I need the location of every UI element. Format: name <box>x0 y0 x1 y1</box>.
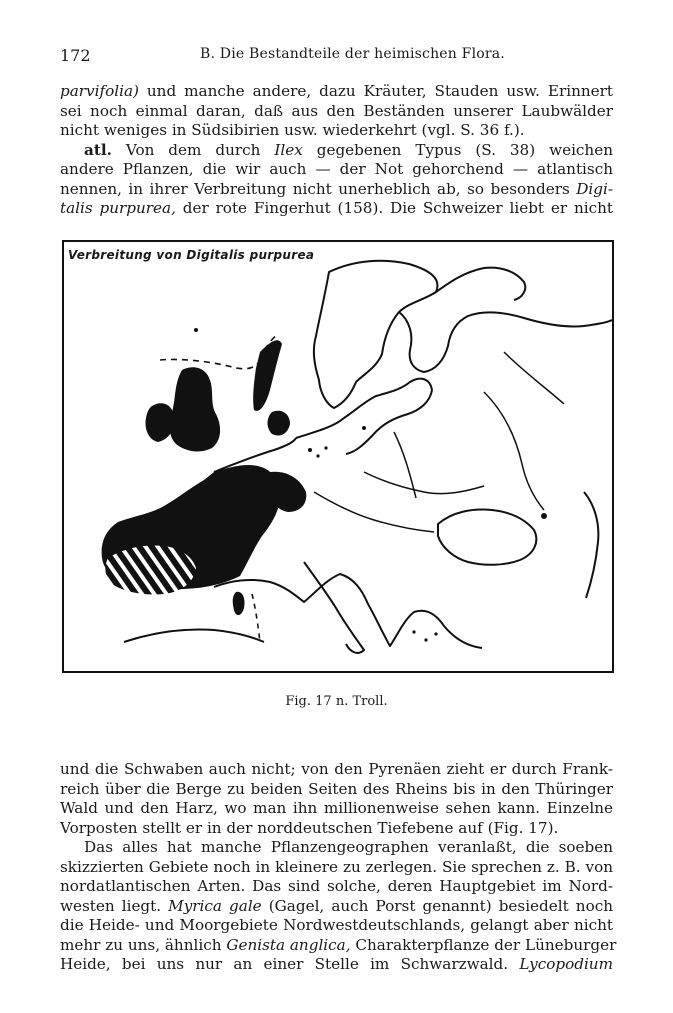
text-line: reich über die Berge zu beiden Seiten des Rheins bis in den Thüringer <box>60 779 613 798</box>
text-segment: nennen, in ihrer Verbreitung nicht unerheblich ab, so besonders <box>60 179 577 198</box>
italic-term: parvifolia) <box>60 82 139 100</box>
dashed-boundary-south <box>252 594 260 642</box>
scandinavia-coast <box>314 261 438 408</box>
text-line: Das alles hat manche Pflanzengeographen veranlaßt, die soeben <box>84 838 613 856</box>
text-segment: und manche andere, dazu Kräuter, Stauden usw. Erinnert <box>138 82 613 100</box>
text-line: und die Schwaben auch nicht; von den Pyrenäen zieht er durch Frank- <box>60 760 613 778</box>
mediterranean-coast <box>214 574 482 648</box>
text-line <box>60 935 617 956</box>
italic-term: Lycopodium <box>519 955 613 973</box>
british-isles-range <box>169 367 220 451</box>
paragraph-bottom <box>60 760 617 975</box>
text-segment: Von dem durch <box>111 140 275 159</box>
text-line <box>60 955 613 975</box>
text-segment: westen liegt. <box>60 896 169 915</box>
text-line <box>60 897 613 917</box>
distribution-map <box>62 240 614 673</box>
map-title: Verbreitung von Digitalis purpurea <box>68 248 315 262</box>
text-line: Vorposten stellt er in der norddeutschen Tiefebene auf (Fig. 17). <box>60 818 559 837</box>
iberia-hatched-area <box>105 546 196 595</box>
text-line: nordatlantischen Arten. Das sind solche, deren Hauptgebiet im Nord- <box>60 877 613 895</box>
page-header <box>60 46 614 66</box>
norway-range <box>253 340 282 411</box>
text-segment: Heide, bei uns nur an einer Stelle im Schwarzwald. <box>60 955 520 973</box>
page-number: 172 <box>60 46 91 65</box>
text-line <box>60 82 613 102</box>
italy-coast <box>304 562 364 653</box>
text-segment: gegebenen Typus (S. 38) weichen <box>302 140 613 159</box>
bold-term: atl. <box>84 140 112 159</box>
text-segment: der rote Fingerhut (158). Die Schweizer liebt er nicht <box>175 199 613 217</box>
kola-coast <box>436 268 525 300</box>
europe-map-drawing <box>64 242 612 671</box>
italic-term: talis purpurea, <box>60 199 176 217</box>
text-line: Wald und den Harz, wo man ihn millionenweise sehen kann. Einzelne <box>60 799 613 817</box>
ireland-range <box>146 403 175 442</box>
running-head: B. Die Bestandteile der heimischen Flora. <box>200 46 505 62</box>
baltic-coast <box>296 379 432 454</box>
finland-coast <box>399 312 612 372</box>
text-line: skizzierten Gebiete noch in kleinere zu zerlegen. Sie sprechen z. B. von <box>60 857 613 876</box>
paragraph-top <box>60 82 613 219</box>
italic-term: Digi- <box>576 179 613 198</box>
denmark-range <box>268 411 291 436</box>
river-lines <box>314 352 564 532</box>
text-line: andere Pflanzen, die wir auch — der Not gehorchend — atlantisch <box>60 160 613 178</box>
text-segment: (Gagel, auch Porst genannt) besiedelt noch <box>261 896 613 915</box>
figure-caption: Fig. 17 n. Troll. <box>285 694 388 709</box>
text-line: nicht weniges in Südsibirien usw. wiederkehrt (vgl. S. 36 f.). <box>60 121 525 139</box>
text-line: die Heide- und Moorgebiete Nordwestdeutschlands, gelangt aber nicht <box>60 916 613 934</box>
africa-coast <box>124 630 264 643</box>
italic-term: Myrica gale <box>168 896 262 915</box>
italic-term: Ilex <box>274 140 303 159</box>
text-line <box>60 180 613 200</box>
sardinia-range <box>233 592 245 615</box>
caspian-coast <box>584 492 598 598</box>
italic-term: Genista anglica, <box>226 935 351 954</box>
text-segment: Charakterpflanze der Lüneburger <box>350 935 617 954</box>
text-line: sei noch einmal daran, daß aus den Beständen unserer Laubwälder <box>60 101 613 120</box>
text-line <box>60 141 613 161</box>
text-line <box>60 199 613 219</box>
black-sea-coast <box>438 510 536 565</box>
text-segment: mehr zu uns, ähnlich <box>60 935 227 954</box>
